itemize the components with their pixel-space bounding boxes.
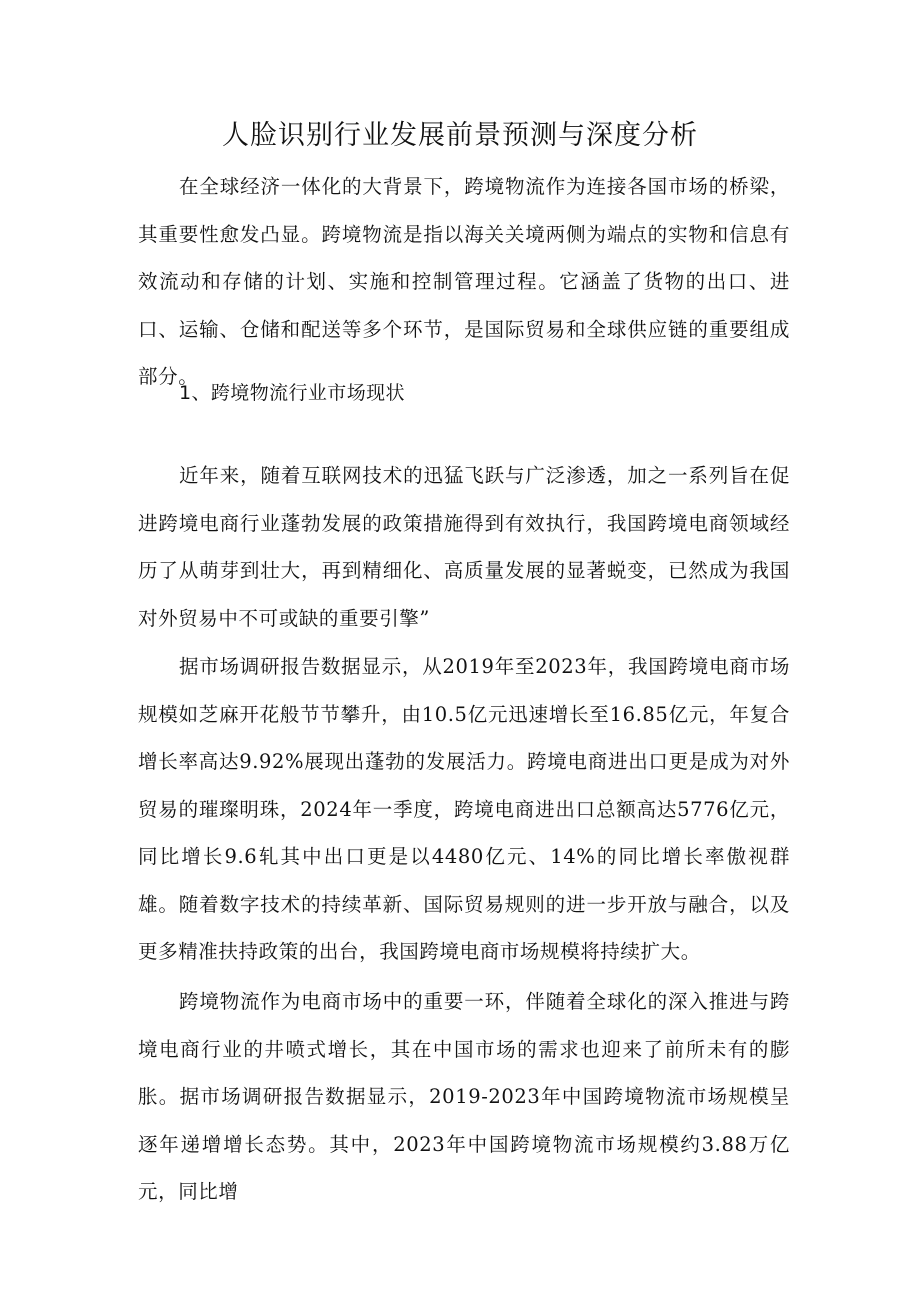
- intro-paragraph: 在全球经济一体化的大背景下，跨境物流作为连接各国市场的桥梁，其重要性愈发凸显。跨境物流是指以海关关境两侧为端点的实物和信息有效流动和存储的计划、实施和控制管理过程。它涵盖了货物的出口、进口、运输、仓储和配送等多个环节，是国际贸易和全球供应链的重要组成部分。: [138, 175, 790, 388]
- document-title: 人脸识别行业发展前景预测与深度分析: [222, 120, 698, 151]
- body-paragraph-2: 据市场调研报告数据显示，从2019年至2023年，我国跨境电商市场规模如芝麻开花般节节攀升，由10.5亿元迅速增长至16.85亿元，年复合增长率高达9.92%展现出蓬勃的发展活力。跨境电商进出口更是成为对外贸易的璀璨明珠，2024年一季度，跨境电商进出口总额高达5776亿元，同比增长9.6轧其中出口更是以4480亿元、14%的同比增长率傲视群雄。随着数字技术的持续革新、国际贸易规则的进一步开放与融合，以及更多精准扶持政策的出台，我国跨境电商市场规模将持续扩大。: [138, 655, 790, 963]
- body-paragraph-1: 近年来，随着互联网技术的迅猛飞跃与广泛渗透，加之一系列旨在促进跨境电商行业蓬勃发展的政策措施得到有效执行，我国跨境电商领域经历了从萌芽到壮大，再到精细化、高质量发展的显著蜕变，已然成为我国对外贸易中不可或缺的重要引擎”: [138, 464, 790, 630]
- section-heading: 1、跨境物流行业市场现状: [179, 382, 405, 404]
- body-paragraph-3: 跨境物流作为电商市场中的重要一环，伴随着全球化的深入推进与跨境电商行业的井喷式增长，其在中国市场的需求也迎来了前所未有的膨胀。据市场调研报告数据显示，2019-2023年中国跨境物流市场规模呈逐年递增增长态势。其中，2023年中国跨境物流市场规模约3.88万亿元，同比增: [138, 990, 790, 1203]
